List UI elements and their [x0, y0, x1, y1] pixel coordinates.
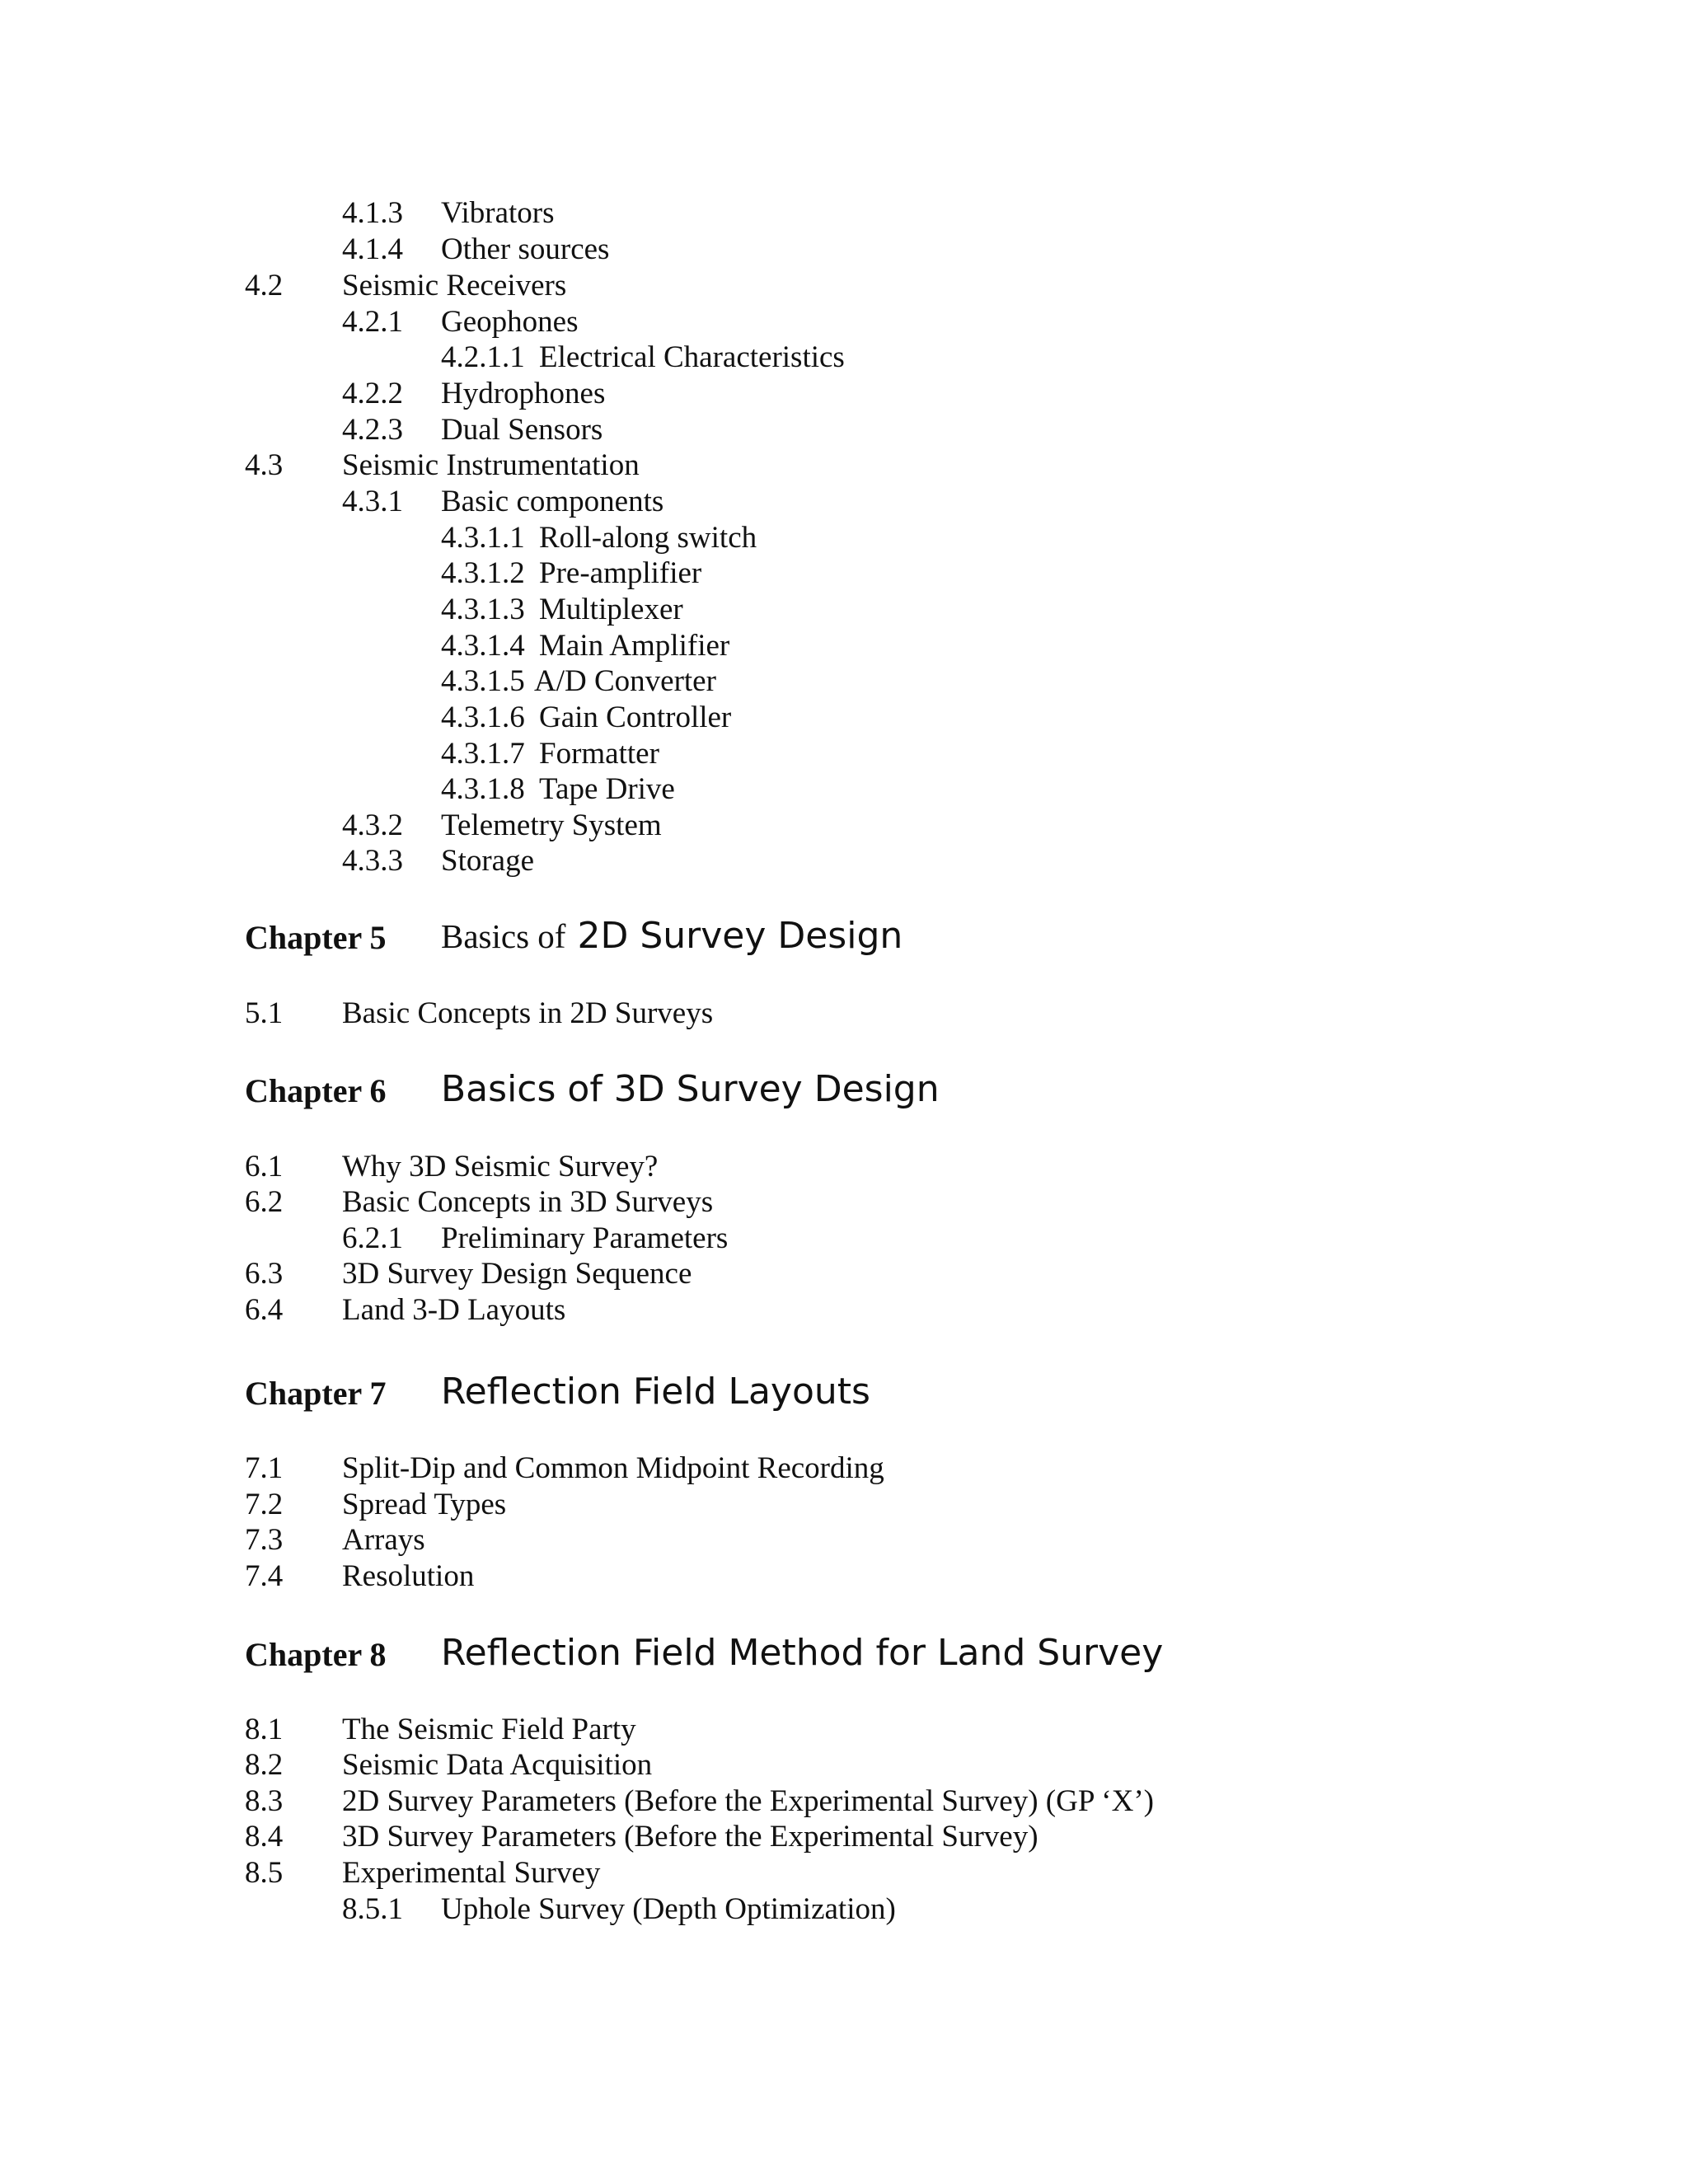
- toc-entry-4-3-1: [0, 484, 1688, 520]
- toc-title: Dual Sensors: [441, 413, 603, 447]
- toc-title: A/D Converter: [534, 664, 716, 698]
- toc-number: 4.3.1.2: [441, 556, 525, 590]
- toc-entry-4-2-3: [0, 412, 1688, 448]
- toc-title: Seismic Data Acquisition: [342, 1748, 653, 1782]
- toc-number: 4.3.1.4: [441, 629, 525, 663]
- toc-entry-4-3-1-3: [0, 592, 1688, 628]
- toc-entry-8-5-1: [0, 1891, 1688, 1928]
- toc-title: Other sources: [441, 232, 610, 266]
- toc-number: 4.2.3: [342, 413, 403, 447]
- toc-entry-7-1: [0, 1451, 1688, 1487]
- toc-number: 4.3.1.3: [441, 593, 525, 626]
- toc-entry-4-3-3: [0, 843, 1688, 879]
- toc-entry-6-3: [0, 1256, 1688, 1292]
- toc-number: 6.2: [245, 1185, 284, 1219]
- chapter-title: Basics of 3D Survey Design: [441, 1068, 940, 1110]
- toc-number: 4.2.1.1: [441, 340, 525, 374]
- toc-entry-6-2: [0, 1184, 1688, 1221]
- toc-entry-8-4: [0, 1819, 1688, 1855]
- toc-number: 4.3.1.7: [441, 737, 525, 771]
- toc-number: 4.3.2: [342, 808, 403, 842]
- toc-number: 4.2: [245, 269, 284, 302]
- toc-number: 6.3: [245, 1257, 284, 1291]
- toc-entry-7-3: [0, 1522, 1688, 1558]
- toc-number: 4.3: [245, 448, 284, 482]
- toc-title: Pre-amplifier: [539, 556, 702, 590]
- toc-entry-4-2-1: [0, 304, 1688, 340]
- toc-title: Split-Dip and Common Midpoint Recording: [342, 1451, 884, 1485]
- toc-title: Resolution: [342, 1559, 475, 1593]
- toc-number: 6.4: [245, 1293, 284, 1327]
- toc-entry-4-2-2: [0, 376, 1688, 412]
- toc-title: Geophones: [441, 305, 579, 339]
- toc-title: Why 3D Seismic Survey?: [342, 1150, 659, 1183]
- toc-entry-4-3-1-7: [0, 736, 1688, 772]
- chapter-label: Chapter 6: [245, 1072, 387, 1109]
- toc-number: 8.1: [245, 1713, 284, 1746]
- toc-number: 7.3: [245, 1523, 284, 1557]
- toc-entry-6-4: [0, 1292, 1688, 1329]
- toc-title: Electrical Characteristics: [539, 340, 845, 374]
- toc-title: Basic components: [441, 485, 664, 518]
- toc-entry-4-3-1-2: [0, 555, 1688, 592]
- toc-title: Uphole Survey (Depth Optimization): [441, 1892, 896, 1926]
- toc-number: 7.1: [245, 1451, 284, 1485]
- toc-number: 5.1: [245, 996, 284, 1030]
- toc-title: Formatter: [539, 737, 659, 771]
- chapter-title: Reflection Field Layouts: [441, 1371, 870, 1413]
- toc-number: 8.5: [245, 1856, 284, 1890]
- toc-entry-7-2: [0, 1487, 1688, 1523]
- toc-title: Hydrophones: [441, 377, 606, 410]
- toc-entry-4-2: [0, 268, 1688, 304]
- toc-title: 3D Survey Parameters (Before the Experimental Survey): [342, 1820, 1039, 1854]
- toc-entry-4-3-1-1: [0, 520, 1688, 556]
- toc-title: Basic Concepts in 3D Surveys: [342, 1185, 714, 1219]
- toc-title: Spread Types: [342, 1488, 507, 1521]
- toc-title: The Seismic Field Party: [342, 1713, 636, 1746]
- toc-entry-4-3-1-4: [0, 628, 1688, 664]
- toc-title: Tape Drive: [539, 772, 675, 806]
- toc-title: Gain Controller: [539, 701, 732, 734]
- toc-entry-4-3: [0, 448, 1688, 484]
- toc-title: Multiplexer: [539, 593, 683, 626]
- chapter-title-sans-part: 2D Survey Design: [577, 915, 903, 957]
- toc-number: 4.3.1.6: [441, 701, 525, 734]
- chapter-label: Chapter 7: [245, 1375, 387, 1412]
- toc-number: 8.3: [245, 1784, 284, 1818]
- chapter-label: Chapter 5: [245, 919, 387, 956]
- toc-number: 4.3.1.8: [441, 772, 525, 806]
- toc-entry-4-1-4: [0, 232, 1688, 268]
- chapter-title: Reflection Field Method for Land Survey: [441, 1632, 1164, 1674]
- toc-number: 4.3.1.5: [441, 664, 525, 698]
- toc-title: Experimental Survey: [342, 1856, 601, 1890]
- toc-title: Main Amplifier: [539, 629, 730, 663]
- toc-title: Seismic Receivers: [342, 269, 567, 302]
- chapter-title-serif-part: Basics of: [441, 917, 566, 955]
- toc-entry-4-3-2: [0, 808, 1688, 844]
- toc-number: 7.2: [245, 1488, 284, 1521]
- toc-title: Roll-along switch: [539, 521, 757, 555]
- toc-number: 4.3.1: [342, 485, 403, 518]
- toc-entry-4-2-1-1: [0, 340, 1688, 376]
- toc-entry-6-2-1: [0, 1221, 1688, 1257]
- toc-title: Seismic Instrumentation: [342, 448, 640, 482]
- toc-title: 3D Survey Design Sequence: [342, 1257, 692, 1291]
- toc-entry-4-3-1-8: [0, 771, 1688, 808]
- toc-number: 8.4: [245, 1820, 284, 1854]
- toc-title: Storage: [441, 844, 535, 878]
- toc-title: 2D Survey Parameters (Before the Experimental Survey) (GP ‘X’): [342, 1784, 1154, 1818]
- chapter-label: Chapter 8: [245, 1636, 387, 1673]
- toc-entry-4-3-1-5: [0, 663, 1688, 700]
- toc-number: 6.2.1: [342, 1221, 403, 1255]
- toc-number: 7.4: [245, 1559, 284, 1593]
- toc-number: 4.3.1.1: [441, 521, 525, 555]
- toc-entry-5-1: [0, 996, 1688, 1032]
- toc-entry-4-3-1-6: [0, 700, 1688, 736]
- toc-number: 4.3.3: [342, 844, 403, 878]
- toc-entry-8-2: [0, 1747, 1688, 1783]
- toc-entry-8-1: [0, 1712, 1688, 1748]
- toc-entry-8-3: [0, 1783, 1688, 1820]
- toc-title: Basic Concepts in 2D Surveys: [342, 996, 714, 1030]
- toc-title: Arrays: [342, 1523, 425, 1557]
- toc-number: 4.2.2: [342, 377, 403, 410]
- toc-entry-7-4: [0, 1558, 1688, 1595]
- toc-entry-4-1-3: [0, 195, 1688, 232]
- toc-title: Land 3-D Layouts: [342, 1293, 566, 1327]
- toc-number: 4.1.3: [342, 196, 403, 230]
- toc-number: 4.2.1: [342, 305, 403, 339]
- toc-number: 4.1.4: [342, 232, 403, 266]
- toc-number: 6.1: [245, 1150, 284, 1183]
- toc-entry-8-5: [0, 1855, 1688, 1891]
- toc-entry-6-1: [0, 1149, 1688, 1185]
- toc-number: 8.5.1: [342, 1892, 403, 1926]
- toc-number: 8.2: [245, 1748, 284, 1782]
- toc-title: Telemetry System: [441, 808, 662, 842]
- toc-title: Vibrators: [441, 196, 555, 230]
- chapter-title: [441, 913, 903, 959]
- toc-title: Preliminary Parameters: [441, 1221, 729, 1255]
